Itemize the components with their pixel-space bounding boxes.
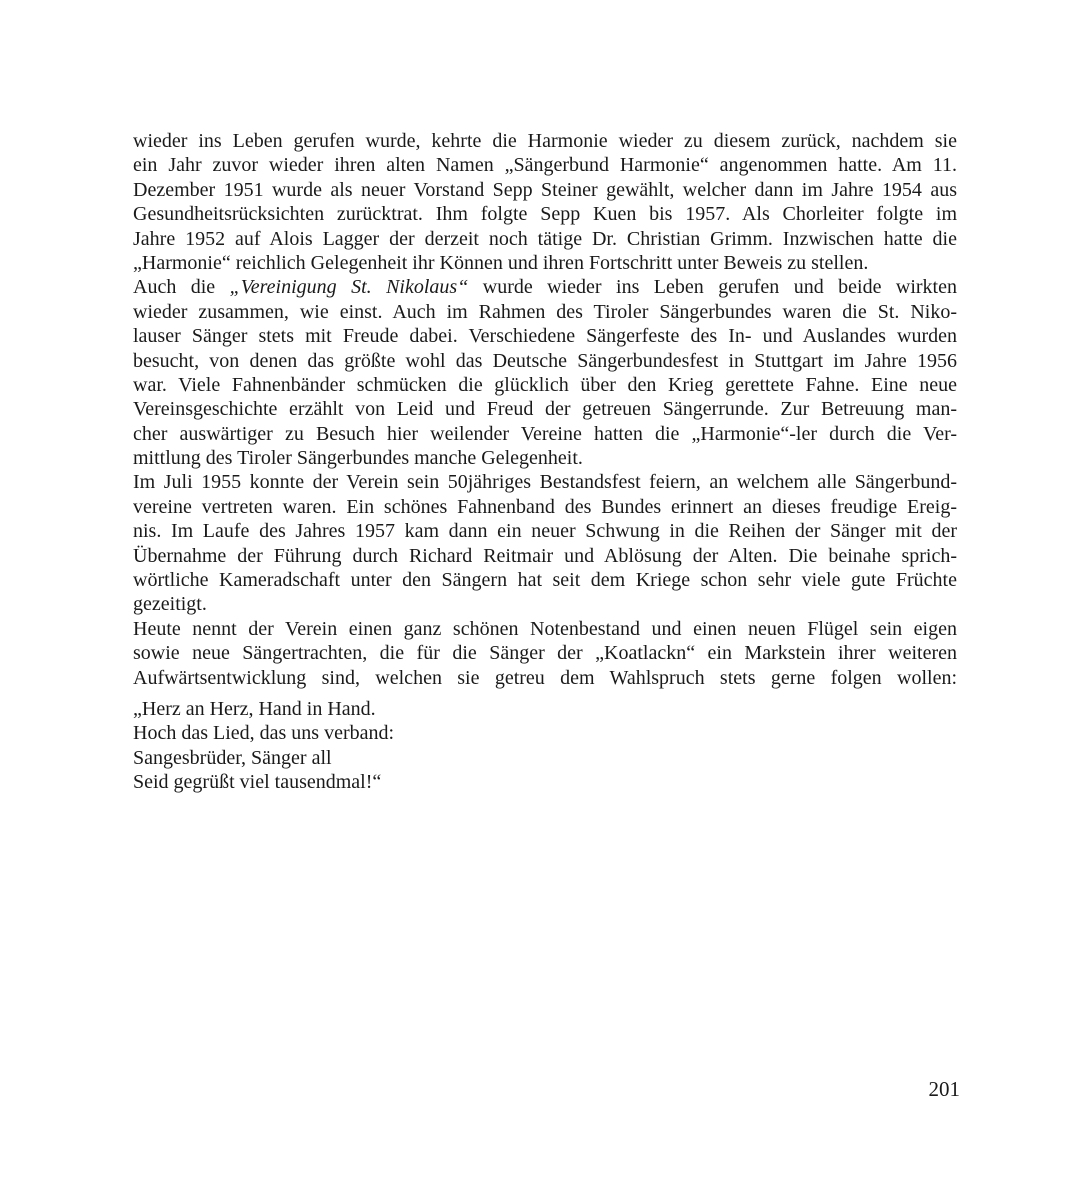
text-line: war. Viele Fahnenbänder schmücken die glücklich über den Krieg gerettete Fahne. Eine neue xyxy=(133,373,957,396)
text-line: vereine vertreten waren. Ein schönes Fahnenband des Bundes erinnert an dieses freudige Ereig- xyxy=(133,495,957,518)
text-line: cher auswärtiger zu Besuch hier weilender Vereine hatten die „Harmonie“-ler durch die Ver- xyxy=(133,422,957,445)
page-number: 201 xyxy=(928,1077,960,1101)
text-segment: wurde wieder ins Leben gerufen und beide wirkten xyxy=(468,276,957,299)
verse-line: Sangesbrüder, Sänger all xyxy=(133,746,332,769)
text-line: Vereinsgeschichte erzählt von Leid und Freud der getreuen Sängerrunde. Zur Betreuung man- xyxy=(133,398,957,421)
text-line: „Harmonie“ reichlich Gelegenheit ihr Können und ihren Fortschritt unter Beweis zu stellen. xyxy=(133,251,869,274)
text-line: wörtliche Kameradschaft unter den Sängern hat seit dem Kriege schon sehr viele gute Früchte xyxy=(133,569,957,592)
text-line: Jahre 1952 auf Alois Lagger der derzeit noch tätige Dr. Christian Grimm. Inzwischen hatte die xyxy=(133,227,957,250)
text-line: Aufwärtsentwicklung sind, welchen sie getreu dem Wahlspruch stets gerne folgen wollen: xyxy=(133,666,957,689)
text-line: sowie neue Sängertrachten, die für die Sänger der „Koatlackn“ ein Markstein ihrer weiteren xyxy=(133,642,957,665)
text-line: Heute nennt der Verein einen ganz schönen Notenbestand und einen neuen Flügel sein eigen xyxy=(133,617,957,640)
text-line: Gesundheitsrücksichten zurücktrat. Ihm folgte Sepp Kuen bis 1957. Als Chorleiter folgte im xyxy=(133,203,957,226)
text-line: wieder ins Leben gerufen wurde, kehrte die Harmonie wieder zu diesem zurück, nachdem sie xyxy=(133,130,957,152)
verse-line: Hoch das Lied, das uns verband: xyxy=(133,722,395,745)
text-line: nis. Im Laufe des Jahres 1957 kam dann ein neuer Schwung in die Reihen der Sänger mit der xyxy=(133,520,957,543)
text-line: wieder zusammen, wie einst. Auch im Rahmen des Tiroler Sängerbundes waren die St. Niko- xyxy=(133,300,957,323)
text-line: lauser Sänger stets mit Freude dabei. Verschiedene Sängerfeste des In- und Auslandes wurden xyxy=(133,325,957,348)
text-line xyxy=(133,275,957,299)
verse-line: Seid gegrüßt viel tausendmal!“ xyxy=(133,771,382,794)
text-line: ein Jahr zuvor wieder ihren alten Namen „Sängerbund Harmonie“ angenommen hatte. Am 11. xyxy=(133,154,957,177)
text-segment: Auch die xyxy=(133,276,230,299)
verse-line: „Herz an Herz, Hand in Hand. xyxy=(133,698,376,720)
text-line: Übernahme der Führung durch Richard Reitmair und Ablösung der Alten. Die beinahe sprich- xyxy=(133,544,957,567)
body-text xyxy=(133,129,957,690)
text-line: besucht, von denen das größte wohl das Deutsche Sängerbundesfest in Stuttgart im Jahre 1956 xyxy=(133,349,957,372)
italic-title: „Vereinigung St. Nikolaus“ xyxy=(229,276,469,299)
text-line: Dezember 1951 wurde als neuer Vorstand Sepp Steiner gewählt, welcher dann im Jahre 1954 aus xyxy=(133,178,957,201)
text-line: gezeitigt. xyxy=(133,593,207,616)
text-line: Im Juli 1955 konnte der Verein sein 50jähriges Bestandsfest feiern, an welchem alle Sängerbund- xyxy=(133,471,957,494)
verse-quote xyxy=(133,697,633,795)
text-line: mittlung des Tiroler Sängerbundes manche Gelegenheit. xyxy=(133,447,583,470)
